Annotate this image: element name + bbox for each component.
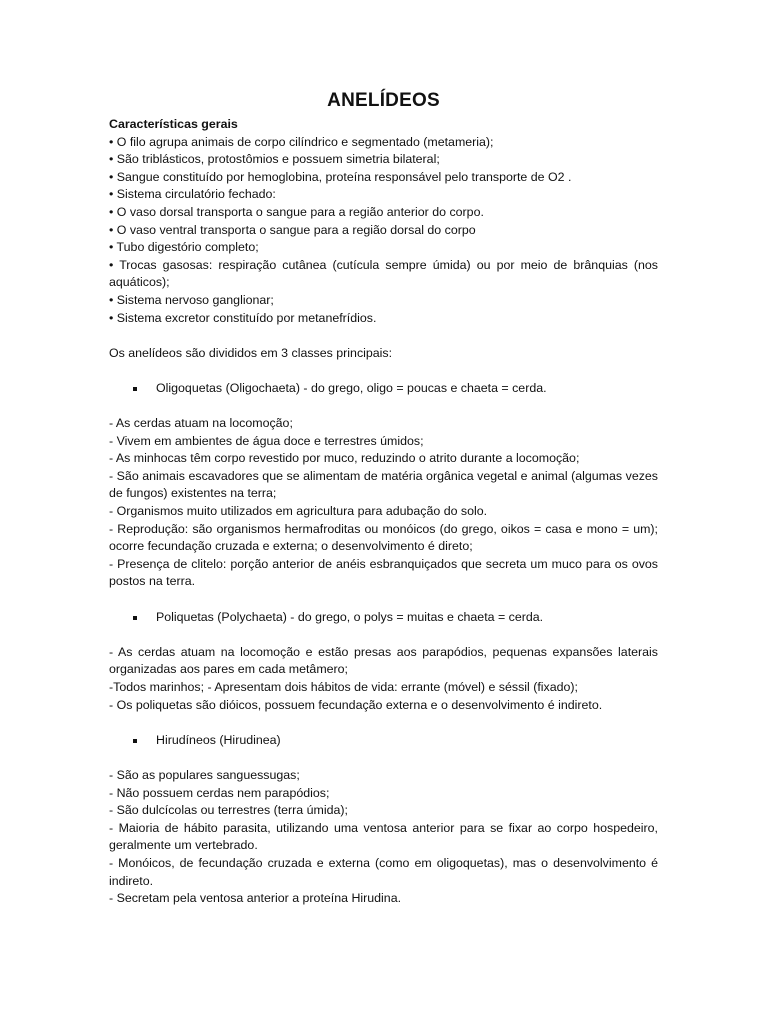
intro-text: Os anelídeos são divididos em 3 classes principais: xyxy=(109,345,393,360)
list-item: - Reprodução: são organismos hermafroditas ou monóicos (do grego, oikos = casa e mono = um); ocorre fecundação cruzada e externa; o desenvolvimento é direto; xyxy=(109,521,658,554)
list-item: • O vaso dorsal transporta o sangue para a região anterior do corpo. xyxy=(109,204,484,219)
list-item: • Sistema circulatório fechado: xyxy=(109,187,276,202)
class-heading-text: Oligoquetas (Oligochaeta) - do grego, oligo = poucas e chaeta = cerda. xyxy=(156,380,547,395)
list-item: • O vaso ventral transporta o sangue para a região dorsal do corpo xyxy=(109,222,476,237)
spacer xyxy=(109,362,658,380)
spacer xyxy=(109,626,658,644)
list-item: • São triblásticos, protostômios e possuem simetria bilateral; xyxy=(109,152,440,167)
page-title: ANELÍDEOS xyxy=(327,90,440,111)
list-item: • Sistema nervoso ganglionar; xyxy=(109,292,274,307)
list-item: - Monóicos, de fecundação cruzada e externa (como em oligoquetas), mas o desenvolvimento é indireto. xyxy=(109,855,658,888)
spacer xyxy=(109,591,658,609)
spacer xyxy=(109,398,658,416)
class-heading-oligoquetas xyxy=(109,380,658,398)
list-item: - As minhocas têm corpo revestido por muco, reduzindo o atrito durante a locomoção; xyxy=(109,451,580,466)
list-item: - Os poliquetas são dióicos, possuem fecundação externa e o desenvolvimento é indireto. xyxy=(109,697,603,712)
list-item: -Todos marinhos; - Apresentam dois hábitos de vida: errante (móvel) e séssil (fixado); xyxy=(109,680,578,694)
list-item: - São dulcícolas ou terrestres (terra úmida); xyxy=(109,803,348,818)
square-bullet-icon xyxy=(133,616,137,620)
spacer xyxy=(109,714,658,732)
class-heading-hirudineos xyxy=(109,732,658,750)
list-item: - São as populares sanguessugas; xyxy=(109,767,300,782)
list-item: • Sangue constituído por hemoglobina, proteína responsável pelo transporte de O2 . xyxy=(109,169,572,184)
list-item: - Vivem em ambientes de água doce e terrestres úmidos; xyxy=(109,433,424,448)
spacer xyxy=(109,749,658,767)
square-bullet-icon xyxy=(133,739,137,743)
list-item: - As cerdas atuam na locomoção e estão presas aos parapódios, pequenas expansões laterais organizadas aos pares em cada metâmero; xyxy=(109,644,658,677)
document-page xyxy=(109,88,658,908)
class-heading-poliquetas xyxy=(109,609,658,627)
list-item: - Não possuem cerdas nem parapódios; xyxy=(109,785,330,800)
list-item: - Maioria de hábito parasita, utilizando uma ventosa anterior para se fixar ao corpo hospedeiro, geralmente um vertebrado. xyxy=(109,820,658,853)
class-heading-text: Poliquetas (Polychaeta) - do grego, o polys = muitas e chaeta = cerda. xyxy=(156,609,544,624)
list-item: - As cerdas atuam na locomoção; xyxy=(109,416,293,431)
spacer xyxy=(109,327,658,345)
list-item: • O filo agrupa animais de corpo cilíndrico e segmentado (metameria); xyxy=(109,134,494,149)
list-item: • Trocas gasosas: respiração cutânea (cutícula sempre úmida) ou por meio de brânquias (nos aquáticos); xyxy=(109,257,658,290)
list-item: - Secretam pela ventosa anterior a proteína Hirudina. xyxy=(109,891,402,906)
list-item: • Tubo digestório completo; xyxy=(109,240,259,255)
class-heading-text: Hirudíneos (Hirudinea) xyxy=(156,732,281,747)
list-item: - São animais escavadores que se alimentam de matéria orgânica vegetal e animal (algumas vezes de fungos) existentes na terra; xyxy=(109,468,658,501)
section-heading-general: Características gerais xyxy=(109,117,238,131)
list-item: - Organismos muito utilizados em agricultura para adubação do solo. xyxy=(109,504,488,519)
square-bullet-icon xyxy=(133,387,137,391)
list-item: - Presença de clitelo: porção anterior de anéis esbranquiçados que secreta um muco para os ovos postos na terra. xyxy=(109,556,658,589)
list-item: • Sistema excretor constituído por metanefrídios. xyxy=(109,310,377,325)
